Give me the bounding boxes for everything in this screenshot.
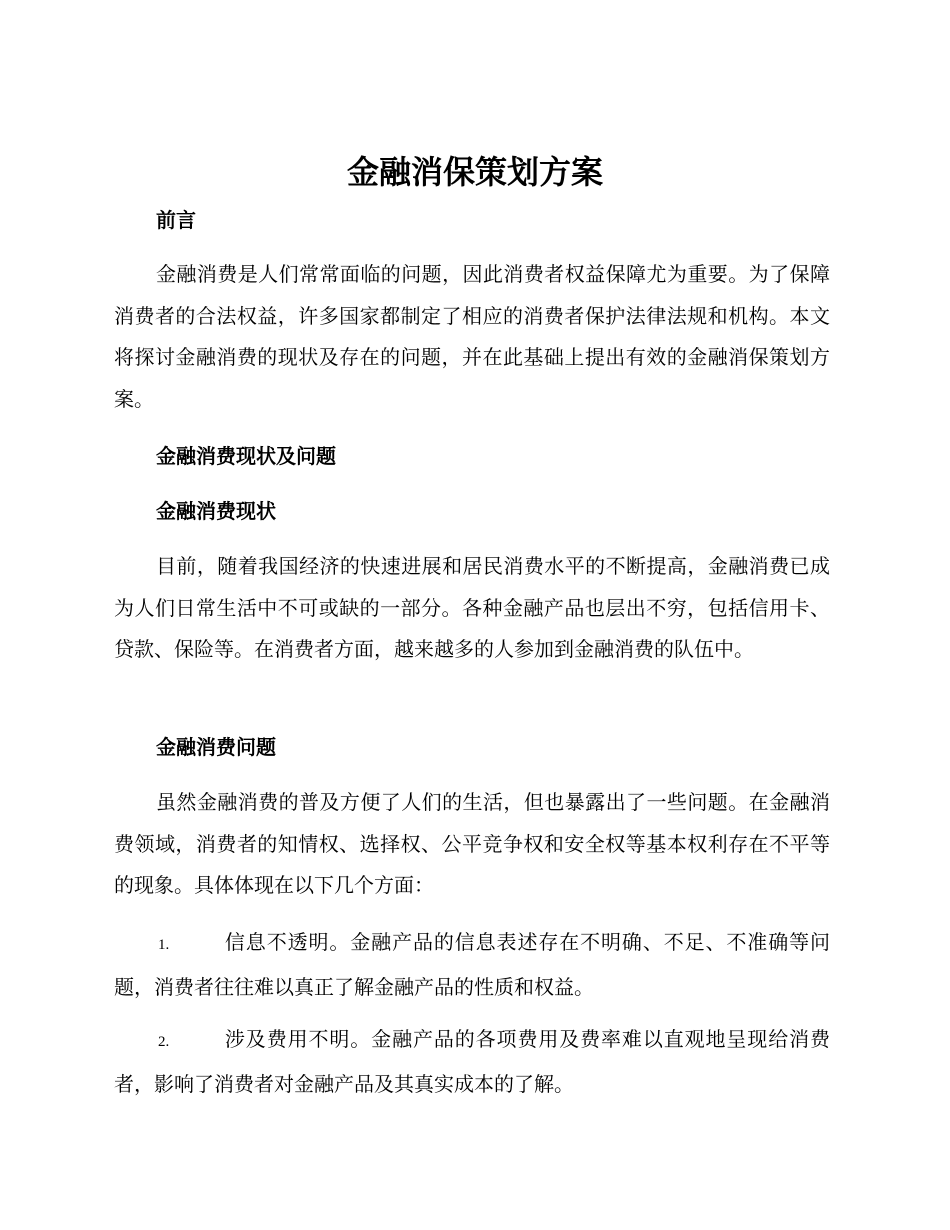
list-item-number: 2. [158,1034,170,1050]
section-heading-preface: 前言 [156,208,196,232]
document-title: 金融消保策划方案 [346,153,603,191]
list-item [114,922,830,1008]
list-item-text: 涉及费用不明。金融产品的各项费用及费率难以直观地呈现给消费者，影响了消费者对金融产品及其真实成本的了解。 [114,1027,830,1096]
paragraph-preface: 金融消费是人们常常面临的问题，因此消费者权益保障尤为重要。为了保障消费者的合法权益，许多国家都制定了相应的消费者保护法律法规和机构。本文将探讨金融消费的现状及存在的问题，并在此基础上提出有效的金融消保策划方案。 [114,262,830,411]
list-item-text: 信息不透明。金融产品的信息表述存在不明确、不足、不准确等问题，消费者往往难以真正了解金融产品的性质和权益。 [114,930,830,999]
subsection-heading-status: 金融消费现状 [156,499,276,523]
subsection-heading-problems: 金融消费问题 [156,735,276,759]
section-heading-status-problems: 金融消费现状及问题 [156,444,336,468]
paragraph-status: 目前，随着我国经济的快速进展和居民消费水平的不断提高，金融消费已成为人们日常生活中不可或缺的一部分。各种金融产品也层出不穷，包括信用卡、贷款、保险等。在消费者方面，越来越多的人参加到金融消费的队伍中。 [114,554,830,661]
paragraph-problems: 虽然金融消费的普及方便了人们的生活，但也暴露出了一些问题。在金融消费领域，消费者的知情权、选择权、公平竞争权和安全权等基本权利存在不平等的现象。具体体现在以下几个方面： [114,790,830,897]
list-item-number: 1. [158,937,170,953]
list-item [114,1019,830,1105]
